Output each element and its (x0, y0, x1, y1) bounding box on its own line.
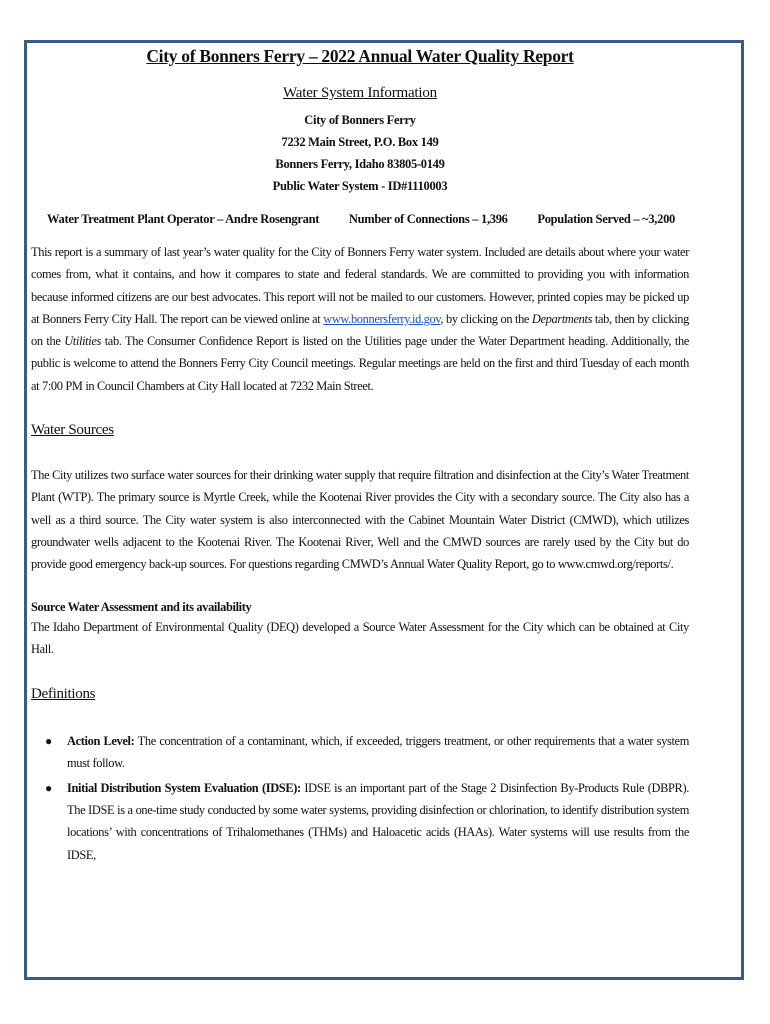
address-line-name: City of Bonners Ferry (304, 113, 416, 127)
definition-item (31, 777, 689, 866)
water-sources-paragraph: The City utilizes two surface water sources for their drinking water supply that require filtration and disinfection at the City’s Water Treatment Plant (WTP). The primary source is Myrtle Creek, while the Kootenai River provides the City with a secondary source. The City also has a well as a third source. The City water system is also interconnected with the Cabinet Mountain Water District (CMWD), which utilizes groundwater wells adjacent to the Kootenai River. The Kootenai River, Well and the CMWD sources are rarely used by the City but do provide good emergency back-up sources. For questions regarding CMWD’s Annual Water Quality Report, go to www.cmwd.org/reports/. (31, 468, 689, 572)
water-system-info-heading: Water System Information (283, 85, 437, 101)
intro-text-2: , by clicking on the (440, 311, 532, 326)
city-website-link[interactable]: www.bonnersferry.id.gov (323, 311, 441, 326)
definition-text: IDSE is an important part of the Stage 2 Disinfection By-Products Rule (DBPR). The IDSE is a one-time study conducted by some water systems, providing disinfection or chlorination, to identify distribution system locations’ with concentrations of Trihalomethanes (THMs) and Haloacetic acids (HAAs). Water systems will use results from the IDSE, (67, 780, 689, 862)
address-line-system-id: Public Water System - ID#1110003 (272, 179, 448, 193)
definition-item (31, 730, 689, 775)
population-info: Population Served – ~3,200 (537, 212, 675, 226)
address-line-street: 7232 Main Street, P.O. Box 149 (281, 135, 439, 149)
intro-paragraph (31, 241, 689, 397)
system-address (31, 109, 689, 197)
definitions-heading: Definitions (31, 686, 96, 703)
address-line-city: Bonners Ferry, Idaho 83805-0149 (275, 157, 445, 171)
bullet-icon: ● (45, 734, 52, 749)
intro-text-3: tab, then by clicking on the (31, 311, 689, 349)
intro-text-1: This report is a summary of last year’s water quality for the City of Bonners Ferry water system. Included are details about where your water comes from, what it contains, and how it compares to state and federal standards. We are committed to providing you with information because informed citizens are our best advocates. This report will not be mailed to our customers. However, printed copies may be picked up at Bonners Ferry City Hall. The report can be viewed online at (31, 245, 689, 326)
bullet-icon: ● (45, 780, 52, 795)
water-sources-heading: Water Sources (31, 422, 114, 439)
departments-tab-name: Departments (531, 311, 593, 326)
system-stats-row (31, 210, 689, 228)
definition-term: Initial Distribution System Evaluation (IDSE): (67, 780, 301, 795)
document-title: City of Bonners Ferry – 2022 Annual Water Quality Report (146, 46, 574, 66)
intro-text-4: tab. The Consumer Confidence Report is listed on the Utilities page under the Water Department heading. Additionally, the public is welcome to attend the Bonners Ferry City Council meetings. Regular meetings are held on the first and third Tuesday of each month at 7:00 PM in Council Chambers at City Hall located at 7232 Main Street. (31, 334, 689, 393)
operator-info: Water Treatment Plant Operator – Andre Rosengrant (47, 212, 320, 226)
definition-text: The concentration of a contaminant, which, if exceeded, triggers treatment, or other requirements that a water system must follow. (67, 734, 689, 771)
connections-info: Number of Connections – 1,396 (348, 212, 508, 226)
assessment-paragraph: The Idaho Department of Environmental Quality (DEQ) developed a Source Water Assessment for the City which can be obtained at City Hall. (31, 619, 689, 656)
utilities-tab-name: Utilities (64, 334, 101, 349)
assessment-heading: Source Water Assessment and its availability (31, 599, 252, 614)
definitions-list (31, 730, 689, 866)
definition-term: Action Level: (67, 734, 135, 749)
document-body (31, 45, 689, 868)
